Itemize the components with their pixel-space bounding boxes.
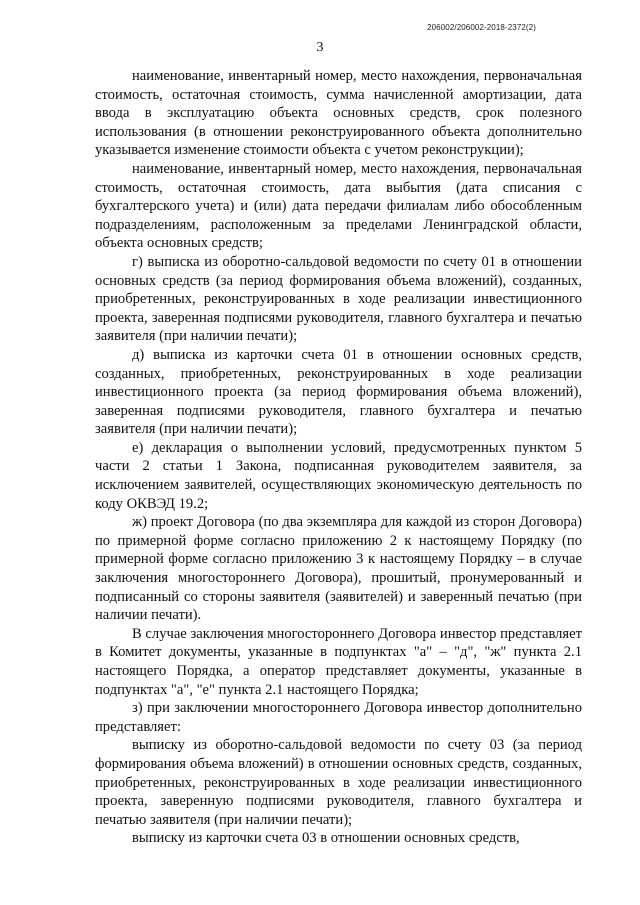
document-id: 206002/206002-2018-2372(2): [427, 23, 536, 32]
page-number: 3: [316, 40, 324, 55]
paragraph: д) выписка из карточки счета 01 в отношении основных средств, созданных, приобретенных, реконструированных в ходе реализации инвестиционного проекта (за период формирования объема вложений), заверенная подписями руководителя, главного бухгалтера и печатью заявителя (при наличии печати);: [95, 346, 582, 438]
paragraph: е) декларация о выполнении условий, предусмотренных пунктом 5 части 2 статьи 1 Закона, подписанная руководителем заявителя, за исключением заявителей, осуществляющих экономическую деятельность по коду ОКВЭД 19.2;: [95, 439, 582, 512]
paragraph: выписку из карточки счета 03 в отношении основных средств,: [132, 830, 520, 847]
document-body: [95, 67, 582, 848]
paragraph: ж) проект Договора (по два экземпляра для каждой из сторон Договора) по примерной форме согласно приложению 2 к настоящему Порядку (по примерной форме согласно приложению 3 к настоящему Порядку – в случае заключения многостороннего Договора), прошитый, пронумерованный и подписанный со стороны заявителя (заявителей) и заверенный печатью (при наличии печати).: [95, 514, 582, 624]
paragraph: выписку из оборотно-сальдовой ведомости по счету 03 (за период формирования объема вложений) в отношении основных средств, созданных, приобретенных, реконструированных в ходе реализации инвестиционного проекта, заверенную подписями руководителя, главного бухгалтера и печатью заявителя (при наличии печати);: [95, 737, 582, 828]
paragraph: наименование, инвентарный номер, место нахождения, первоначальная стоимость, остаточная стоимость, дата выбытия (дата списания с бухгалтерского учета) и (или) дата передачи филиалам либо обособленным подразделениям, расположенным за пределами Ленинградской области, объекта основных средств;: [95, 160, 582, 252]
paragraph: наименование, инвентарный номер, место нахождения, первоначальная стоимость, остаточная стоимость, сумма начисленной амортизации, дата ввода в эксплуатацию объекта основных средств, срок полезного использования (в отношении реконструированного объекта дополнительно указывается изменение стоимости объекта с учетом реконструкции);: [95, 68, 582, 159]
paragraph: з) при заключении многостороннего Договора инвестор дополнительно представляет:: [95, 700, 582, 735]
paragraph: В случае заключения многостороннего Договора инвестор представляет в Комитет документы, указанные в подпунктах "а" – "д", "ж" пункта 2.1 настоящего Порядка, а оператор представляет документы, указанные в подпунктах "а", "е" пункта 2.1 настоящего Порядка;: [95, 625, 582, 698]
paragraph: г) выписка из оборотно-сальдовой ведомости по счету 01 в отношении основных средств (за период формирования объема вложений), созданных, приобретенных, реконструированных в ходе реализации инвестиционного проекта, заверенная подписями руководителя, главного бухгалтера и печатью заявителя (при наличии печати);: [95, 253, 582, 345]
